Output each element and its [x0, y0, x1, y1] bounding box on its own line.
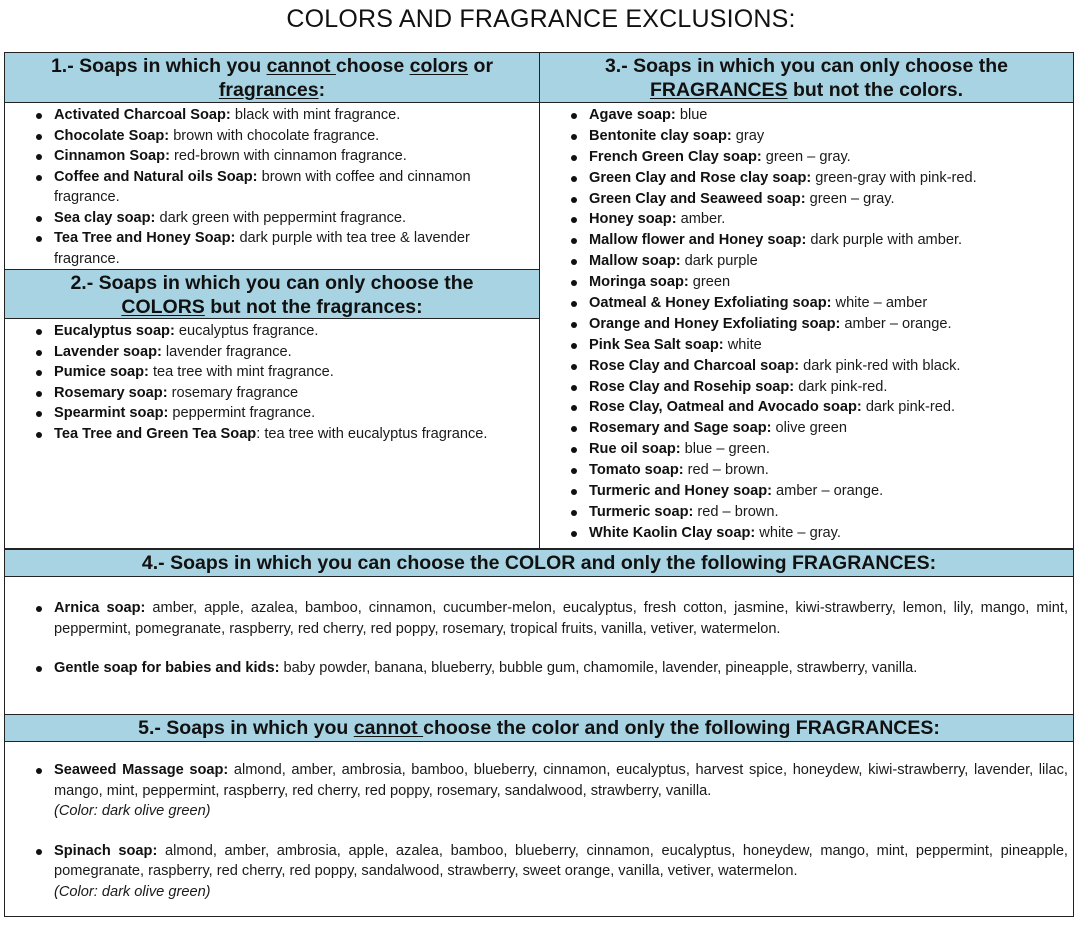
soap-description: lavender fragrance. — [161, 343, 292, 360]
soap-description: dark pink-red. — [794, 378, 888, 395]
section-4-heading: 4.- Soaps in which you can choose the COLOR and only the following FRAGRANCES: — [5, 550, 1073, 577]
soap-name: Turmeric soap: — [589, 503, 694, 520]
section-3-heading: 3.- Soaps in which you can only choose the FRAGRANCES but not the colors. — [540, 53, 1073, 103]
list-item — [28, 228, 536, 269]
section-5-heading: 5.- Soaps in which you cannot choose the color and only the following FRAGRANCES: — [5, 715, 1073, 742]
list-item — [563, 272, 1071, 293]
list-item — [28, 146, 536, 167]
soap-name: Mallow soap: — [589, 253, 681, 270]
soap-name: French Green Clay soap: — [589, 148, 762, 165]
soap-name: Gentle soap for babies and kids: — [54, 660, 280, 676]
list-item — [563, 523, 1071, 544]
soap-name: Moringa soap: — [589, 274, 689, 291]
list-item — [563, 189, 1071, 210]
soap-description: red-brown with cinnamon fragrance. — [169, 148, 407, 164]
list-item — [28, 321, 536, 342]
section-3-list — [563, 105, 1071, 543]
soap-description: green – gray. — [805, 190, 895, 207]
soap-name: White Kaolin Clay soap: — [589, 524, 756, 541]
soap-description: tea tree with mint fragrance. — [148, 364, 334, 380]
list-item — [28, 403, 536, 424]
soap-description: amber, apple, azalea, bamboo, cinnamon, cucumber-melon, eucalyptus, fresh cotton, jasmine, kiwi-strawberry, lemon, lily, mango, mint, peppermint, pomegranate, raspberry, red cherry, red poppy, rosemary, tropical fruits, vanilla, vetiver, watermelon. — [54, 600, 1069, 637]
soap-description: almond, amber, ambrosia, apple, azalea, bamboo, blueberry, cinnamon, eucalyptus, honeydew, mango, mint, peppermint, pineapple, pomegranate, raspberry, red cherry, red poppy, sandalwood, strawberry, sweet orange, vanilla, vetiver, watermelon. — [54, 842, 1068, 879]
list-item — [563, 502, 1071, 523]
soap-name: Green Clay and Rose clay soap: — [589, 169, 812, 186]
soap-name: Turmeric and Honey soap: — [589, 483, 772, 500]
list-item — [28, 383, 536, 404]
list-item — [28, 658, 1068, 679]
soap-description: black with mint fragrance. — [230, 107, 401, 123]
soap-name: Lavender soap: — [54, 343, 162, 360]
section-2-list — [28, 321, 536, 444]
soap-name: Rosemary soap: — [54, 384, 168, 401]
soap-description: red – brown. — [683, 462, 769, 479]
soap-name: Rose Clay and Charcoal soap: — [589, 357, 800, 374]
soap-name: Rose Clay, Oatmeal and Avocado soap: — [589, 399, 862, 416]
section-1-list — [28, 105, 536, 269]
list-item — [28, 841, 1068, 903]
soap-description: baby powder, banana, blueberry, bubble gum, chamomile, lavender, pineapple, strawberry, vanilla. — [279, 660, 918, 676]
soap-name: Agave soap: — [589, 107, 676, 123]
soap-description: eucalyptus fragrance. — [174, 323, 319, 339]
color-note: (Color: dark olive green) — [54, 883, 211, 900]
list-item — [28, 760, 1068, 822]
list-item — [563, 293, 1071, 314]
list-item — [28, 167, 536, 208]
list-item — [563, 209, 1071, 230]
section-5-list — [28, 760, 1068, 902]
list-item — [563, 314, 1071, 335]
soap-name: Pink Sea Salt soap: — [589, 336, 724, 353]
section-2-heading: 2.- Soaps in which you can only choose the COLORS but not the fragrances: — [5, 269, 539, 319]
soap-name: Honey soap: — [589, 211, 677, 228]
list-item — [28, 598, 1068, 639]
soap-description: rosemary fragrance — [167, 384, 299, 401]
soap-name: Green Clay and Seaweed soap: — [589, 190, 806, 207]
soap-name: Chocolate Soap: — [54, 127, 170, 144]
list-item — [563, 481, 1071, 502]
soap-name: Cinnamon Soap: — [54, 148, 170, 164]
list-item — [563, 147, 1071, 168]
soap-description: white – amber — [831, 295, 928, 312]
list-item — [563, 168, 1071, 189]
list-item — [563, 251, 1071, 272]
soap-name: Tea Tree and Honey Soap: — [54, 230, 236, 246]
list-item — [563, 377, 1071, 398]
soap-name: Rue oil soap: — [589, 441, 681, 458]
soap-description: red – brown. — [693, 503, 779, 520]
soap-description: amber – orange. — [840, 315, 952, 332]
list-item — [563, 439, 1071, 460]
list-item — [28, 342, 536, 363]
list-item — [28, 126, 536, 147]
section-1-heading: 1.- Soaps in which you cannot choose colors or fragrances: — [5, 53, 539, 103]
list-item — [563, 230, 1071, 251]
soap-description: dark purple with amber. — [806, 232, 963, 249]
soap-description: green-gray with pink-red. — [811, 169, 977, 186]
soap-name: Spearmint soap: — [54, 405, 169, 421]
list-item — [28, 208, 536, 229]
column-divider — [539, 52, 540, 549]
list-item — [563, 105, 1071, 126]
list-item — [563, 126, 1071, 147]
soap-name: Seaweed Massage soap: — [54, 762, 229, 778]
soap-name: Tea Tree and Green Tea Soap — [54, 425, 257, 442]
list-item — [28, 105, 536, 126]
soap-description: dark pink-red with black. — [799, 357, 961, 374]
soap-description: white — [723, 336, 762, 353]
soap-description: amber – orange. — [772, 483, 884, 500]
soap-name: Sea clay soap: — [54, 209, 156, 226]
soap-name: Oatmeal & Honey Exfoliating soap: — [589, 295, 832, 312]
list-item — [563, 356, 1071, 377]
list-item — [563, 418, 1071, 439]
soap-description: blue – green. — [680, 441, 770, 458]
soap-description: dark pink-red. — [861, 399, 956, 416]
soap-description: brown with coffee and cinnamon fragrance. — [54, 168, 471, 205]
list-item — [563, 335, 1071, 356]
soap-description: : tea tree with eucalyptus fragrance. — [256, 425, 488, 442]
soap-description: blue — [675, 107, 708, 123]
soap-description: dark purple — [680, 253, 758, 270]
list-item — [563, 460, 1071, 481]
soap-name: Orange and Honey Exfoliating soap: — [589, 315, 841, 332]
list-item — [28, 362, 536, 383]
soap-name: Rosemary and Sage soap: — [589, 420, 772, 437]
soap-description: white – gray. — [755, 524, 841, 541]
soap-name: Rose Clay and Rosehip soap: — [589, 378, 795, 395]
page-title: COLORS AND FRAGRANCE EXCLUSIONS: — [286, 5, 796, 33]
soap-description: peppermint fragrance. — [168, 405, 316, 421]
list-item — [563, 397, 1071, 418]
soap-name: Mallow flower and Honey soap: — [589, 232, 807, 249]
soap-description: olive green — [771, 420, 847, 437]
soap-description: amber. — [676, 211, 726, 228]
color-note: (Color: dark olive green) — [54, 803, 211, 819]
soap-name: Coffee and Natural oils Soap: — [54, 168, 258, 185]
soap-name: Bentonite clay soap: — [589, 127, 732, 144]
soap-description: dark green with peppermint fragrance. — [155, 209, 407, 226]
section-4-list — [28, 598, 1068, 679]
soap-name: Tomato soap: — [589, 462, 684, 479]
soap-name: Arnica soap: — [54, 600, 146, 616]
soap-name: Spinach soap: — [54, 842, 158, 859]
soap-description: green – gray. — [761, 148, 851, 165]
soap-name: Activated Charcoal Soap: — [54, 107, 231, 123]
soap-name: Pumice soap: — [54, 364, 149, 380]
list-item — [28, 424, 536, 445]
soap-description: almond, amber, ambrosia, bamboo, blueberry, cinnamon, eucalyptus, harvest spice, honeydew, kiwi-strawberry, lavender, lilac, mango, mint, peppermint, raspberry, red cherry, red poppy, rosemary, sandalwood, strawberry, vanilla. — [54, 762, 1068, 799]
soap-description: brown with chocolate fragrance. — [169, 127, 380, 144]
soap-description: dark purple with tea tree & lavender fragrance. — [54, 230, 470, 267]
soap-description: gray — [731, 127, 765, 144]
soap-name: Eucalyptus soap: — [54, 323, 175, 339]
soap-description: green — [688, 274, 731, 291]
